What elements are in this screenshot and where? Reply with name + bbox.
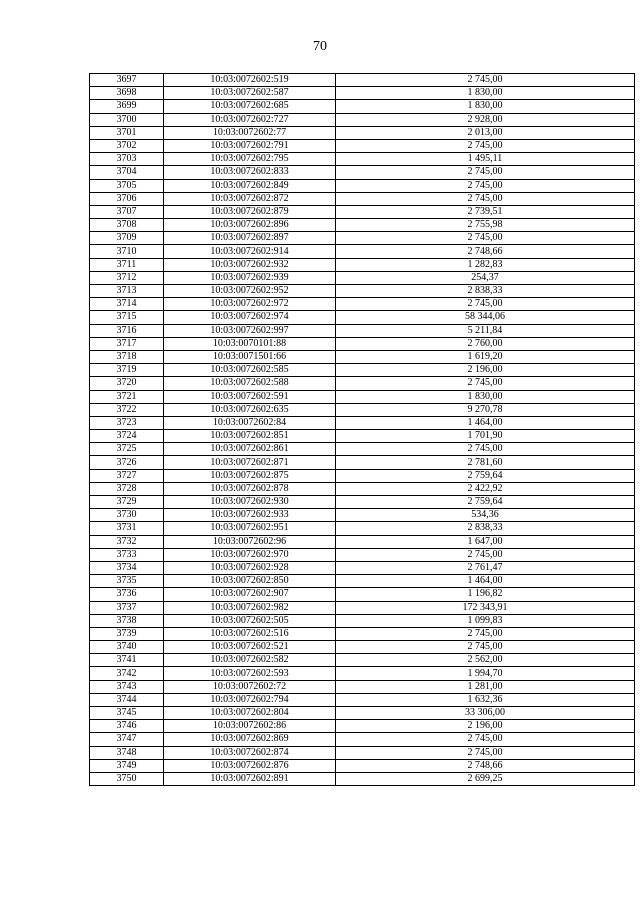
value-cell: 2 745,00: [336, 179, 635, 192]
value-cell: 1 994,70: [336, 667, 635, 680]
table-row: [90, 285, 635, 298]
table-row: [90, 561, 635, 574]
value-cell: 1 282,83: [336, 258, 635, 271]
table-row: [90, 548, 635, 561]
cadastral-number-cell: 10:03:0072602:593: [164, 667, 336, 680]
row-number-cell: 3713: [90, 285, 164, 298]
data-table: [89, 73, 635, 786]
cadastral-number-cell: 10:03:0072602:891: [164, 772, 336, 785]
value-cell: 2 013,00: [336, 126, 635, 139]
row-number-cell: 3736: [90, 588, 164, 601]
value-cell: 1 464,00: [336, 575, 635, 588]
cadastral-number-cell: 10:03:0072602:879: [164, 205, 336, 218]
cadastral-number-cell: 10:03:0070101:88: [164, 337, 336, 350]
cadastral-number-cell: 10:03:0072602:86: [164, 720, 336, 733]
table-row: [90, 443, 635, 456]
cadastral-number-cell: 10:03:0072602:878: [164, 482, 336, 495]
cadastral-number-cell: 10:03:0072602:585: [164, 364, 336, 377]
cadastral-number-cell: 10:03:0072602:928: [164, 561, 336, 574]
row-number-cell: 3724: [90, 430, 164, 443]
row-number-cell: 3728: [90, 482, 164, 495]
row-number-cell: 3697: [90, 74, 164, 87]
row-number-cell: 3745: [90, 707, 164, 720]
row-number-cell: 3703: [90, 153, 164, 166]
cadastral-number-cell: 10:03:0072602:897: [164, 232, 336, 245]
cadastral-number-cell: 10:03:0072602:505: [164, 614, 336, 627]
value-cell: 2 562,00: [336, 654, 635, 667]
row-number-cell: 3707: [90, 205, 164, 218]
value-cell: 2 745,00: [336, 733, 635, 746]
cadastral-number-cell: 10:03:0072602:850: [164, 575, 336, 588]
table-row: [90, 271, 635, 284]
row-number-cell: 3715: [90, 311, 164, 324]
table-row: [90, 377, 635, 390]
value-cell: 2 838,33: [336, 522, 635, 535]
value-cell: 172 343,91: [336, 601, 635, 614]
table-row: [90, 496, 635, 509]
table-row: [90, 166, 635, 179]
table-row: [90, 482, 635, 495]
table-row: [90, 298, 635, 311]
row-number-cell: 3737: [90, 601, 164, 614]
table-row: [90, 350, 635, 363]
value-cell: 2 748,66: [336, 245, 635, 258]
cadastral-number-cell: 10:03:0071501:66: [164, 350, 336, 363]
cadastral-number-cell: 10:03:0072602:72: [164, 680, 336, 693]
cadastral-number-cell: 10:03:0072602:849: [164, 179, 336, 192]
table-row: [90, 139, 635, 152]
table-row: [90, 654, 635, 667]
row-number-cell: 3748: [90, 746, 164, 759]
value-cell: 1 830,00: [336, 100, 635, 113]
row-number-cell: 3744: [90, 693, 164, 706]
row-number-cell: 3727: [90, 469, 164, 482]
row-number-cell: 3701: [90, 126, 164, 139]
value-cell: 2 761,47: [336, 561, 635, 574]
cadastral-number-cell: 10:03:0072602:982: [164, 601, 336, 614]
table-row: [90, 627, 635, 640]
value-cell: 2 422,92: [336, 482, 635, 495]
value-cell: 254,37: [336, 271, 635, 284]
table-row: [90, 720, 635, 733]
value-cell: 2 745,00: [336, 166, 635, 179]
row-number-cell: 3740: [90, 641, 164, 654]
row-number-cell: 3705: [90, 179, 164, 192]
value-cell: 1 464,00: [336, 416, 635, 429]
table-row: [90, 614, 635, 627]
value-cell: 1 830,00: [336, 390, 635, 403]
table-row: [90, 680, 635, 693]
row-number-cell: 3730: [90, 509, 164, 522]
cadastral-number-cell: 10:03:0072602:96: [164, 535, 336, 548]
row-number-cell: 3700: [90, 113, 164, 126]
value-cell: 2 759,64: [336, 496, 635, 509]
cadastral-number-cell: 10:03:0072602:84: [164, 416, 336, 429]
table-row: [90, 403, 635, 416]
value-cell: 2 781,60: [336, 456, 635, 469]
value-cell: 5 211,84: [336, 324, 635, 337]
table-row: [90, 707, 635, 720]
cadastral-number-cell: 10:03:0072602:907: [164, 588, 336, 601]
value-cell: 2 745,00: [336, 746, 635, 759]
value-cell: 2 755,98: [336, 219, 635, 232]
row-number-cell: 3734: [90, 561, 164, 574]
value-cell: 2 745,00: [336, 74, 635, 87]
table-row: [90, 667, 635, 680]
value-cell: 33 306,00: [336, 707, 635, 720]
table-row: [90, 416, 635, 429]
value-cell: 534,36: [336, 509, 635, 522]
value-cell: 1 647,00: [336, 535, 635, 548]
row-number-cell: 3722: [90, 403, 164, 416]
table-row: [90, 364, 635, 377]
table-row: [90, 535, 635, 548]
table-row: [90, 509, 635, 522]
cadastral-number-cell: 10:03:0072602:997: [164, 324, 336, 337]
cadastral-number-cell: 10:03:0072602:516: [164, 627, 336, 640]
table-row: [90, 100, 635, 113]
value-cell: 2 745,00: [336, 641, 635, 654]
row-number-cell: 3706: [90, 192, 164, 205]
cadastral-number-cell: 10:03:0072602:896: [164, 219, 336, 232]
cadastral-number-cell: 10:03:0072602:591: [164, 390, 336, 403]
table-row: [90, 192, 635, 205]
cadastral-number-cell: 10:03:0072602:795: [164, 153, 336, 166]
row-number-cell: 3721: [90, 390, 164, 403]
table-row: [90, 245, 635, 258]
cadastral-number-cell: 10:03:0072602:727: [164, 113, 336, 126]
row-number-cell: 3712: [90, 271, 164, 284]
value-cell: 2 745,00: [336, 139, 635, 152]
table-row: [90, 588, 635, 601]
cadastral-number-cell: 10:03:0072602:872: [164, 192, 336, 205]
value-cell: 2 760,00: [336, 337, 635, 350]
cadastral-number-cell: 10:03:0072602:804: [164, 707, 336, 720]
row-number-cell: 3708: [90, 219, 164, 232]
row-number-cell: 3716: [90, 324, 164, 337]
table-row: [90, 126, 635, 139]
table-row: [90, 153, 635, 166]
row-number-cell: 3746: [90, 720, 164, 733]
row-number-cell: 3711: [90, 258, 164, 271]
cadastral-number-cell: 10:03:0072602:869: [164, 733, 336, 746]
row-number-cell: 3704: [90, 166, 164, 179]
value-cell: 1 830,00: [336, 87, 635, 100]
table-row: [90, 759, 635, 772]
row-number-cell: 3717: [90, 337, 164, 350]
table-row: [90, 219, 635, 232]
cadastral-number-cell: 10:03:0072602:875: [164, 469, 336, 482]
value-cell: 2 745,00: [336, 232, 635, 245]
value-cell: 2 699,25: [336, 772, 635, 785]
cadastral-number-cell: 10:03:0072602:932: [164, 258, 336, 271]
row-number-cell: 3710: [90, 245, 164, 258]
table-row: [90, 179, 635, 192]
cadastral-number-cell: 10:03:0072602:972: [164, 298, 336, 311]
cadastral-number-cell: 10:03:0072602:876: [164, 759, 336, 772]
table-row: [90, 430, 635, 443]
value-cell: 58 344,06: [336, 311, 635, 324]
cadastral-number-cell: 10:03:0072602:939: [164, 271, 336, 284]
cadastral-number-cell: 10:03:0072602:588: [164, 377, 336, 390]
value-cell: 2 745,00: [336, 298, 635, 311]
row-number-cell: 3749: [90, 759, 164, 772]
cadastral-number-cell: 10:03:0072602:635: [164, 403, 336, 416]
row-number-cell: 3735: [90, 575, 164, 588]
value-cell: 1 701,90: [336, 430, 635, 443]
row-number-cell: 3723: [90, 416, 164, 429]
cadastral-number-cell: 10:03:0072602:833: [164, 166, 336, 179]
row-number-cell: 3698: [90, 87, 164, 100]
cadastral-number-cell: 10:03:0072602:970: [164, 548, 336, 561]
cadastral-number-cell: 10:03:0072602:951: [164, 522, 336, 535]
table-row: [90, 113, 635, 126]
cadastral-number-cell: 10:03:0072602:933: [164, 509, 336, 522]
cadastral-number-cell: 10:03:0072602:791: [164, 139, 336, 152]
table-row: [90, 324, 635, 337]
row-number-cell: 3741: [90, 654, 164, 667]
cadastral-number-cell: 10:03:0072602:871: [164, 456, 336, 469]
row-number-cell: 3743: [90, 680, 164, 693]
table-row: [90, 390, 635, 403]
row-number-cell: 3732: [90, 535, 164, 548]
row-number-cell: 3733: [90, 548, 164, 561]
value-cell: 2 745,00: [336, 192, 635, 205]
table-row: [90, 575, 635, 588]
value-cell: 2 759,64: [336, 469, 635, 482]
value-cell: 2 745,00: [336, 548, 635, 561]
row-number-cell: 3725: [90, 443, 164, 456]
table-row: [90, 641, 635, 654]
table-row: [90, 772, 635, 785]
value-cell: 1 632,36: [336, 693, 635, 706]
row-number-cell: 3742: [90, 667, 164, 680]
table-row: [90, 337, 635, 350]
value-cell: 1 099,83: [336, 614, 635, 627]
value-cell: 1 495,11: [336, 153, 635, 166]
row-number-cell: 3750: [90, 772, 164, 785]
value-cell: 9 270,78: [336, 403, 635, 416]
value-cell: 2 196,00: [336, 720, 635, 733]
table-row: [90, 87, 635, 100]
row-number-cell: 3719: [90, 364, 164, 377]
row-number-cell: 3718: [90, 350, 164, 363]
row-number-cell: 3714: [90, 298, 164, 311]
row-number-cell: 3702: [90, 139, 164, 152]
row-number-cell: 3720: [90, 377, 164, 390]
row-number-cell: 3729: [90, 496, 164, 509]
cadastral-number-cell: 10:03:0072602:794: [164, 693, 336, 706]
cadastral-number-cell: 10:03:0072602:914: [164, 245, 336, 258]
row-number-cell: 3747: [90, 733, 164, 746]
cadastral-number-cell: 10:03:0072602:874: [164, 746, 336, 759]
row-number-cell: 3709: [90, 232, 164, 245]
table-body: [90, 74, 635, 786]
cadastral-number-cell: 10:03:0072602:952: [164, 285, 336, 298]
value-cell: 1 619,20: [336, 350, 635, 363]
table-row: [90, 733, 635, 746]
row-number-cell: 3739: [90, 627, 164, 640]
table-row: [90, 205, 635, 218]
table-row: [90, 232, 635, 245]
page-number: 70: [313, 39, 327, 54]
cadastral-number-cell: 10:03:0072602:974: [164, 311, 336, 324]
cadastral-number-cell: 10:03:0072602:77: [164, 126, 336, 139]
table-row: [90, 258, 635, 271]
cadastral-number-cell: 10:03:0072602:519: [164, 74, 336, 87]
table-row: [90, 522, 635, 535]
row-number-cell: 3699: [90, 100, 164, 113]
value-cell: 2 745,00: [336, 443, 635, 456]
table-row: [90, 601, 635, 614]
cadastral-number-cell: 10:03:0072602:587: [164, 87, 336, 100]
table-row: [90, 746, 635, 759]
row-number-cell: 3726: [90, 456, 164, 469]
row-number-cell: 3731: [90, 522, 164, 535]
table-row: [90, 469, 635, 482]
table-row: [90, 74, 635, 87]
value-cell: 1 281,00: [336, 680, 635, 693]
value-cell: 2 748,66: [336, 759, 635, 772]
cadastral-number-cell: 10:03:0072602:582: [164, 654, 336, 667]
cadastral-number-cell: 10:03:0072602:685: [164, 100, 336, 113]
cadastral-number-cell: 10:03:0072602:861: [164, 443, 336, 456]
table-row: [90, 311, 635, 324]
cadastral-number-cell: 10:03:0072602:930: [164, 496, 336, 509]
value-cell: 1 196,82: [336, 588, 635, 601]
cadastral-number-cell: 10:03:0072602:521: [164, 641, 336, 654]
cadastral-number-cell: 10:03:0072602:851: [164, 430, 336, 443]
value-cell: 2 745,00: [336, 627, 635, 640]
value-cell: 2 745,00: [336, 377, 635, 390]
value-cell: 2 928,00: [336, 113, 635, 126]
value-cell: 2 196,00: [336, 364, 635, 377]
row-number-cell: 3738: [90, 614, 164, 627]
table-row: [90, 456, 635, 469]
value-cell: 2 838,33: [336, 285, 635, 298]
table-row: [90, 693, 635, 706]
value-cell: 2 739,51: [336, 205, 635, 218]
